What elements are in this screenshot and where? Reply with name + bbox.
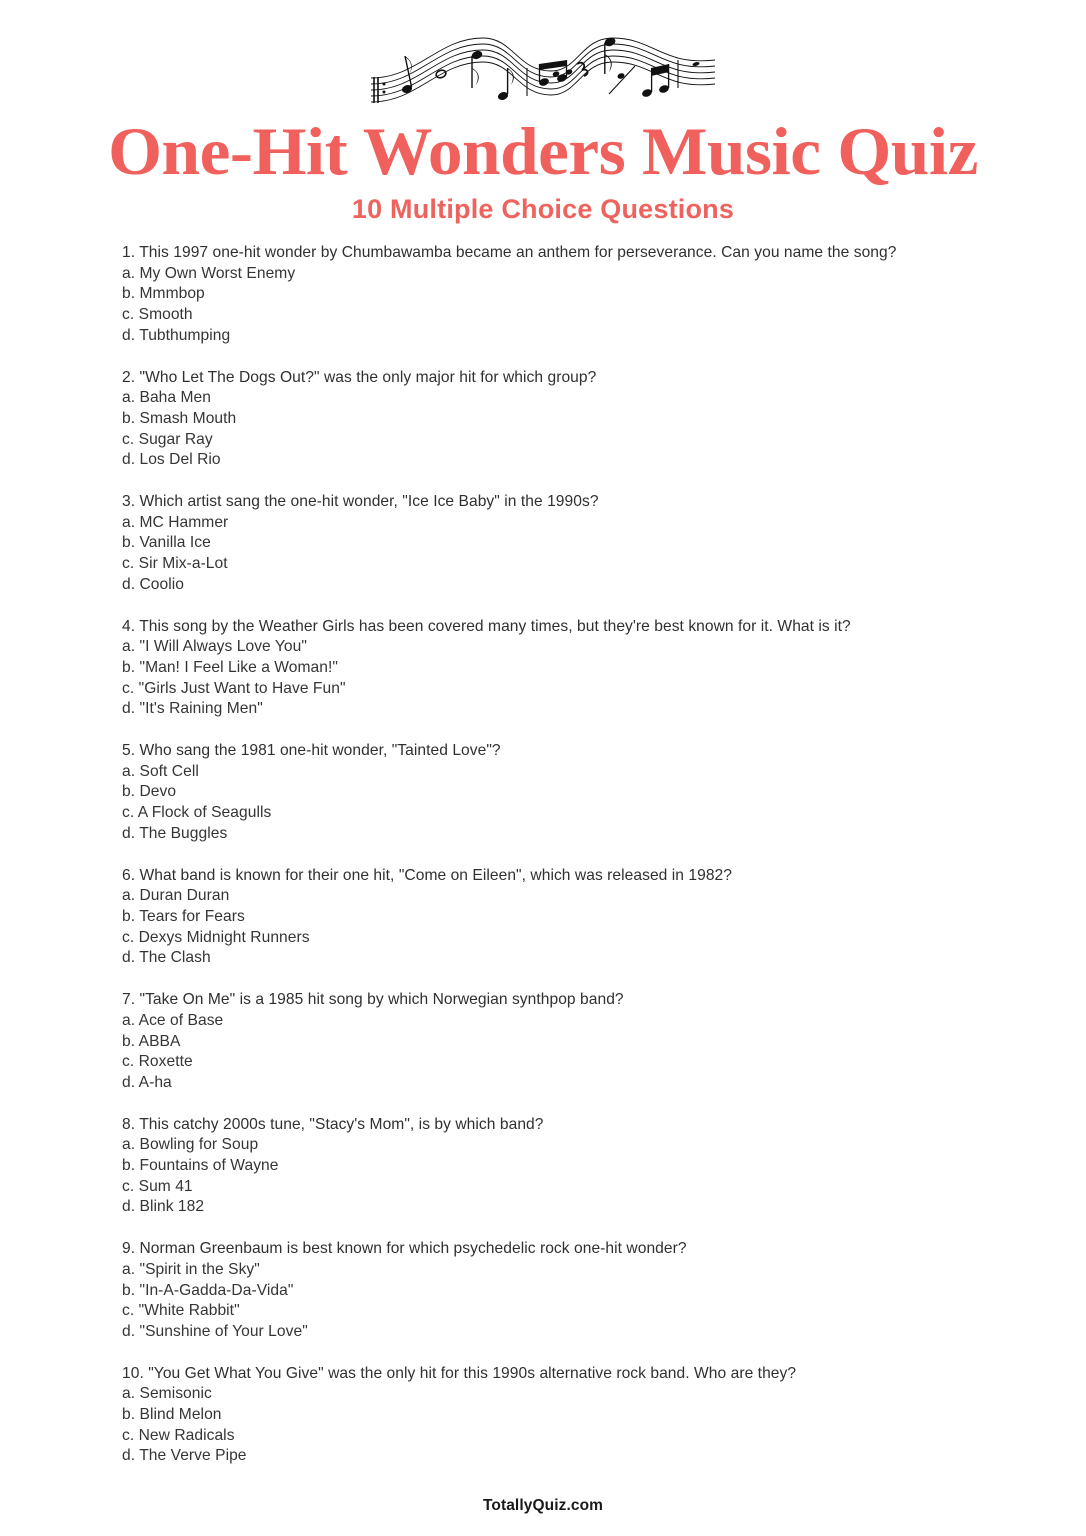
answer-option-b[interactable]: b. "In-A-Gadda-Da-Vida" [122, 1281, 294, 1299]
answer-option-b[interactable]: b. Fountains of Wayne [122, 1157, 279, 1175]
question-text: 9. Norman Greenbaum is best known for which psychedelic rock one-hit wonder? [122, 1240, 687, 1258]
answer-option-d[interactable]: d. "It's Raining Men" [122, 700, 263, 718]
question-text: 7. "Take On Me" is a 1985 hit song by which Norwegian synthpop band? [122, 991, 624, 1009]
question-block [122, 1239, 1026, 1343]
question-list [122, 243, 1026, 1488]
question-text: 1. This 1997 one-hit wonder by Chumbawamba became an anthem for perseverance. Can you name the song? [122, 244, 897, 261]
answer-option-d[interactable]: d. Los Del Rio [122, 451, 221, 469]
question-block [122, 617, 1026, 721]
answer-option-d[interactable]: d. The Clash [122, 949, 211, 967]
answer-option-d[interactable]: d. Blink 182 [122, 1198, 205, 1216]
question-block [122, 1115, 1026, 1219]
page-footer [0, 1497, 1086, 1515]
answer-option-d[interactable]: d. The Verve Pipe [122, 1447, 247, 1465]
answer-option-c[interactable]: c. Roxette [122, 1053, 193, 1071]
answer-option-c[interactable]: c. New Radicals [122, 1426, 235, 1444]
answer-option-b[interactable]: b. Tears for Fears [122, 907, 245, 925]
answer-option-c[interactable]: c. "Girls Just Want to Have Fun" [122, 679, 346, 697]
answer-option-c[interactable]: c. Sir Mix-a-Lot [122, 555, 228, 573]
answer-option-c[interactable]: c. Sum 41 [122, 1177, 193, 1195]
page-title: One-Hit Wonders Music Quiz [108, 113, 978, 189]
answer-option-b[interactable]: b. Smash Mouth [122, 409, 237, 427]
answer-option-a[interactable]: a. Semisonic [122, 1385, 212, 1403]
answer-option-c[interactable]: c. A Flock of Seagulls [122, 804, 272, 822]
question-text: 3. Which artist sang the one-hit wonder, "Ice Ice Baby" in the 1990s? [122, 493, 599, 511]
answer-option-c[interactable]: c. Sugar Ray [122, 430, 213, 448]
answer-option-a[interactable]: a. Duran Duran [122, 887, 230, 905]
question-block [122, 866, 1026, 970]
answer-option-d[interactable]: d. Coolio [122, 575, 184, 593]
answer-option-c[interactable]: c. "White Rabbit" [122, 1302, 240, 1320]
answer-option-d[interactable]: d. Tubthumping [122, 326, 231, 344]
question-block [122, 1364, 1026, 1468]
site-name: TotallyQuiz.com [482, 1497, 604, 1514]
answer-option-b[interactable]: b. "Man! I Feel Like a Woman!" [122, 658, 338, 676]
answer-option-a[interactable]: a. My Own Worst Enemy [122, 264, 296, 282]
music-staff-notes-icon [363, 16, 723, 111]
answer-option-b[interactable]: b. ABBA [122, 1032, 181, 1050]
question-text: 5. Who sang the 1981 one-hit wonder, "Tainted Love"? [122, 742, 501, 760]
answer-option-b[interactable]: b. Mmmbop [122, 285, 205, 303]
answer-option-b[interactable]: b. Devo [122, 783, 177, 801]
question-text: 10. "You Get What You Give" was the only hit for this 1990s alternative rock band. Who are they? [122, 1364, 797, 1382]
page-subtitle: 10 Multiple Choice Questions [351, 194, 735, 224]
question-text: 2. "Who Let The Dogs Out?" was the only major hit for which group? [122, 368, 597, 386]
answer-option-b[interactable]: b. Blind Melon [122, 1406, 222, 1424]
answer-option-a[interactable]: a. "I Will Always Love You" [122, 638, 307, 656]
answer-option-c[interactable]: c. Dexys Midnight Runners [122, 928, 310, 946]
answer-option-d[interactable]: d. The Buggles [122, 824, 228, 842]
question-block [122, 368, 1026, 472]
page-header [0, 0, 1086, 225]
answer-option-a[interactable]: a. Soft Cell [122, 762, 199, 780]
answer-option-a[interactable]: a. Baha Men [122, 389, 211, 407]
answer-option-a[interactable]: a. Ace of Base [122, 1011, 224, 1029]
answer-option-d[interactable]: d. "Sunshine of Your Love" [122, 1322, 308, 1340]
question-text: 4. This song by the Weather Girls has been covered many times, but they're best known for it. What is it? [122, 617, 851, 635]
question-block [122, 990, 1026, 1094]
question-block [122, 492, 1026, 596]
answer-option-c[interactable]: c. Smooth [122, 306, 193, 324]
answer-option-a[interactable]: a. Bowling for Soup [122, 1136, 259, 1154]
answer-option-d[interactable]: d. A-ha [122, 1073, 172, 1091]
question-block [122, 243, 1026, 347]
answer-option-b[interactable]: b. Vanilla Ice [122, 534, 211, 552]
question-block [122, 741, 1026, 845]
answer-option-a[interactable]: a. MC Hammer [122, 513, 229, 531]
answer-option-a[interactable]: a. "Spirit in the Sky" [122, 1260, 260, 1278]
question-text: 8. This catchy 2000s tune, "Stacy's Mom", is by which band? [122, 1115, 544, 1133]
question-text: 6. What band is known for their one hit, "Come on Eileen", which was released in 1982? [122, 866, 733, 884]
